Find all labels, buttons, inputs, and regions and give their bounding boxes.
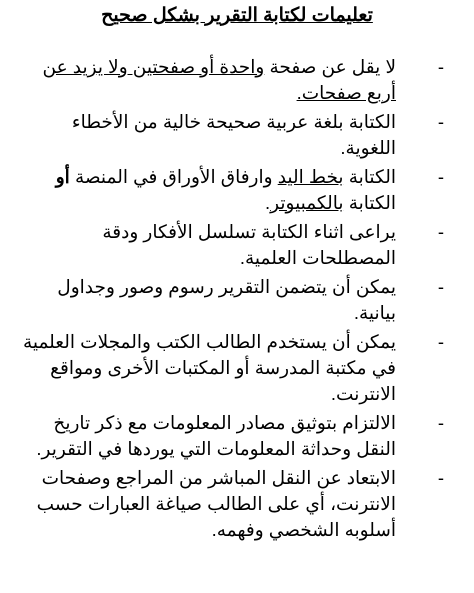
text-segment: الكتابة — [343, 166, 396, 187]
bullet-dash: - — [437, 111, 445, 132]
underline-text-segment: بخط اليد — [277, 166, 344, 187]
instruction-text — [43, 56, 396, 103]
instruction-text — [72, 111, 396, 158]
bold-text-segment: أو — [55, 166, 70, 187]
instruction-item — [20, 410, 466, 462]
instruction-list — [20, 54, 466, 546]
page-title: تعليمات لكتابة التقرير بشكل صحيح — [101, 5, 373, 26]
instruction-item — [20, 54, 466, 106]
bullet-dash: - — [437, 56, 445, 77]
text-segment: يمكن أن يتضمن التقرير رسوم وصور وجداول بيانية. — [57, 276, 396, 323]
bullet-dash: - — [437, 467, 445, 488]
bullet-dash: - — [437, 166, 445, 187]
text-segment: الكتابة بلغة عربية صحيحة خالية من الأخطاء اللغوية. — [71, 111, 396, 158]
instruction-item — [20, 465, 466, 543]
instruction-text — [23, 331, 396, 404]
underline-text-segment: بالكمبيوتر — [270, 192, 344, 213]
text-segment: الالتزام بتوثيق مصادر المعلومات مع ذكر تاريخ النقل وحداثة المعلومات التي يوردها في التقرير. — [36, 412, 396, 459]
instruction-item — [20, 274, 466, 326]
text-segment: يمكن أن يستخدم الطالب الكتب والمجلات العلمية في مكتبة المدرسة أو المكتبات الأخرى ومواقع الانترنت. — [22, 331, 396, 404]
bullet-dash: - — [437, 276, 445, 297]
bullet-dash: - — [437, 331, 445, 352]
bullet-dash: - — [437, 221, 445, 242]
instruction-text — [37, 467, 396, 540]
instruction-text — [36, 412, 396, 459]
instruction-item — [20, 109, 466, 161]
instruction-text — [56, 166, 396, 213]
text-segment: . — [265, 192, 271, 213]
text-segment: لا يقل عن صفحة — [264, 56, 396, 77]
text-segment: الابتعاد عن النقل المباشر من المراجع وصفحات الانترنت، أي على الطالب صياغة العبارات حسب أسلوبه الشخصي وفهمه. — [36, 467, 396, 540]
bullet-dash: - — [437, 412, 445, 433]
text-segment: وارفاق الأوراق في المنصة — [69, 166, 278, 187]
text-segment: يراعى اثناء الكتابة تسلسل الأفكار ودقة المصطلحات العلمية. — [102, 221, 396, 268]
underline-text-segment: واحدة أو صفحتين ولا يزيد عن أربع صفحات. — [42, 56, 396, 103]
instruction-text — [102, 221, 396, 268]
text-segment: الكتابة — [343, 192, 396, 213]
instruction-text — [57, 276, 396, 323]
instruction-item — [20, 219, 466, 271]
instruction-item — [20, 329, 466, 407]
instruction-item — [20, 164, 466, 216]
